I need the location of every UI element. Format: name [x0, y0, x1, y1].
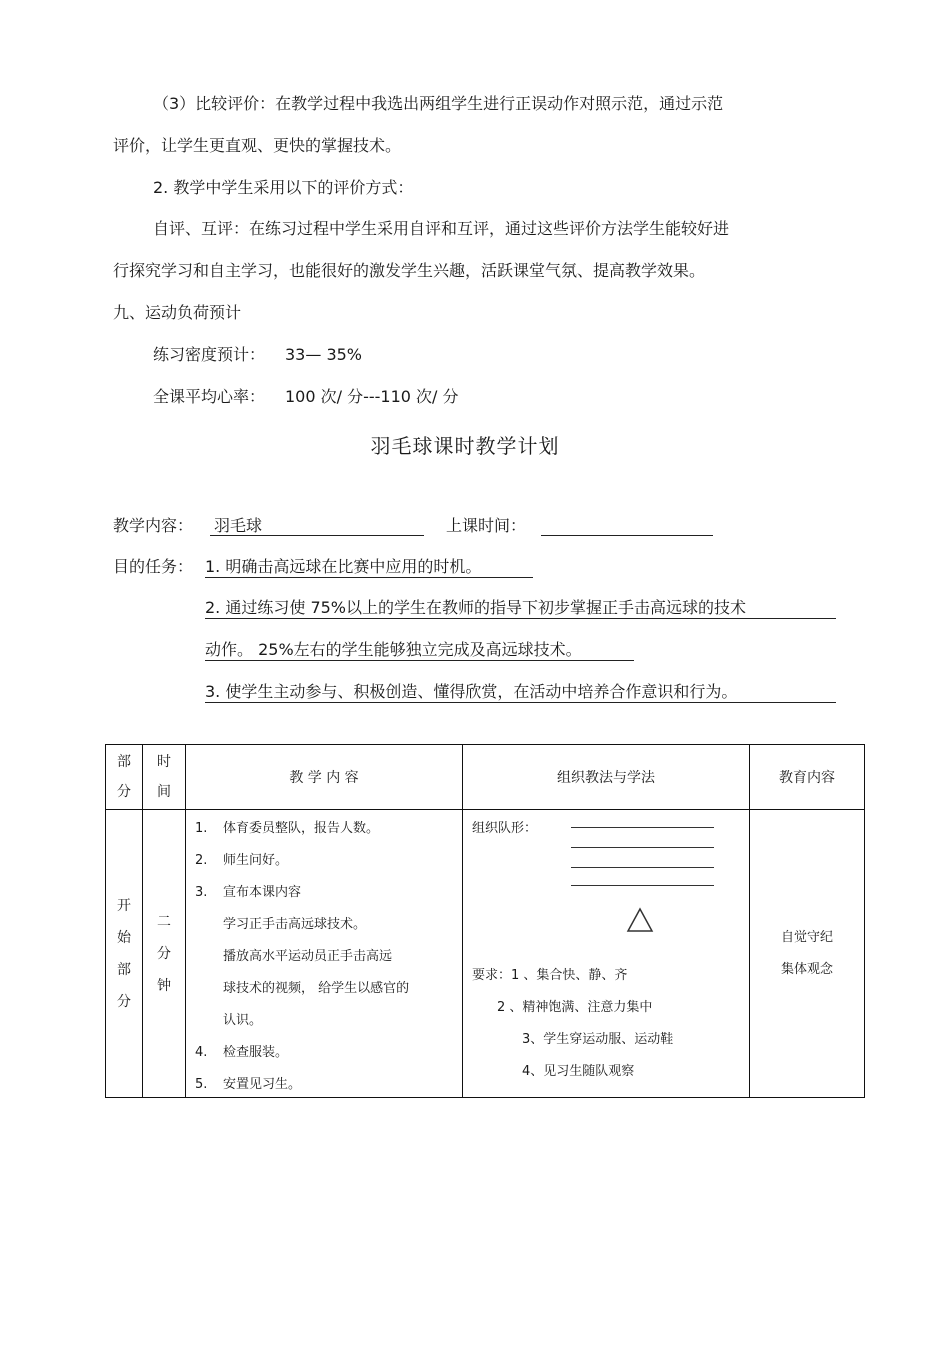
content-item-text: 认识。 [223, 1013, 263, 1028]
header-content: 教 学 内 容 [186, 745, 463, 810]
goal-2-line1: 2. 通过练习使 75%以上的学生在教师的指导下初步掌握正手击高远球的技术 [205, 598, 747, 617]
goal-3: 3. 使学生主动参与、积极创造、懂得欣赏，在活动中培养合作意识和行为。 [205, 682, 738, 701]
content-value: 羽毛球 [214, 516, 263, 535]
time-label: 上课时间： [446, 516, 527, 535]
content-label: 教学内容： [113, 516, 194, 535]
header-part-char: 分 [117, 784, 131, 800]
table-row [106, 810, 865, 1098]
content-item-text: 学习正手击高远球技术。 [223, 917, 367, 932]
row-method [463, 810, 750, 1098]
table-header-row [106, 745, 865, 810]
paragraph-comparison-eval-line2: 评价，让学生更直观、更快的掌握技术。 [113, 136, 402, 155]
content-item-num: 5. [195, 1077, 208, 1092]
requirement-item: 要求：1 、集合快、静、齐 [472, 968, 628, 983]
row-part-char: 始 [117, 929, 131, 946]
header-education: 教育内容 [750, 745, 865, 810]
row-content [186, 810, 463, 1098]
time-underline [541, 535, 713, 536]
header-part-char: 部 [117, 754, 131, 770]
content-underline [210, 535, 424, 536]
row-part-char: 分 [117, 993, 131, 1010]
paragraph-self-eval-line1: 自评、互评：在练习过程中学生采用自评和互评，通过这些评价方法学生能较好进 [153, 219, 730, 238]
content-item-text: 检查服装。 [223, 1045, 289, 1060]
row-time [143, 810, 186, 1098]
requirement-item: 2 、精神饱满、注意力集中 [497, 1000, 653, 1015]
content-item-text: 师生问好。 [223, 853, 289, 868]
content-list [186, 810, 462, 1097]
formation-line [571, 867, 714, 868]
education-item: 自觉守纪 [780, 929, 833, 945]
paragraph-comparison-eval-line1: （3）比较评价：在教学过程中我选出两组学生进行正误动作对照示范，通过示范 [153, 94, 724, 113]
section-heading-load: 九、运动负荷预计 [113, 303, 242, 322]
goal-2-line2: 动作。 25%左右的学生能够独立完成及高远球技术。 [205, 640, 582, 659]
education-item: 集体观念 [780, 961, 833, 977]
content-item-num: 2. [195, 853, 208, 868]
teacher-triangle-icon [626, 907, 654, 933]
goal-2-line2-underline [205, 660, 634, 661]
content-item-text: 球技术的视频， 给学生以感官的 [223, 981, 410, 996]
goal-2-line1-underline [205, 618, 836, 619]
content-item-text: 播放高水平运动员正手击高远 [223, 949, 393, 964]
row-part [106, 810, 143, 1098]
density-value: 33— 35% [285, 345, 363, 364]
lesson-table [105, 744, 865, 1098]
header-time-char: 间 [157, 784, 171, 800]
requirement-item: 4、见习生随队观察 [522, 1064, 635, 1079]
formation-label: 组织队形： [472, 821, 538, 836]
goal-1: 1. 明确击高远球在比赛中应用的时机。 [205, 557, 482, 576]
goal-3-underline [205, 702, 836, 703]
content-item-text: 宣布本课内容 [223, 885, 302, 900]
density-label: 练习密度预计： [153, 345, 266, 364]
content-item-text: 安置见习生。 [223, 1077, 302, 1092]
content-item-num: 4. [195, 1045, 208, 1060]
plan-title: 羽毛球课时教学计划 [370, 434, 560, 458]
content-item-text: 体育委员整队，报告人数。 [223, 821, 380, 836]
formation-line [571, 847, 714, 848]
row-education [750, 810, 865, 1098]
paragraph-self-eval-line2: 行探究学习和自主学习，也能很好的激发学生兴趣，活跃课堂气氛、提高教学效果。 [113, 261, 706, 280]
row-time-char: 钟 [157, 977, 171, 994]
header-time-char: 时 [157, 754, 171, 770]
requirement-item: 3、学生穿运动服、运动鞋 [522, 1032, 674, 1047]
header-time [143, 745, 186, 810]
row-time-char: 分 [157, 945, 171, 962]
content-item-num: 1. [195, 821, 208, 836]
goal-1-underline [205, 577, 533, 578]
paragraph-student-eval-heading: 2. 教学中学生采用以下的评价方式： [153, 178, 414, 197]
heart-rate-value: 100 次/ 分---110 次/ 分 [285, 387, 459, 406]
formation-line [571, 827, 714, 828]
formation-line [571, 885, 714, 886]
heart-rate-label: 全课平均心率： [153, 387, 266, 406]
row-part-char: 开 [117, 897, 131, 914]
content-item-num: 3. [195, 885, 208, 900]
row-time-char: 二 [157, 913, 171, 930]
header-method: 组织教法与学法 [463, 745, 750, 810]
header-part [106, 745, 143, 810]
goals-label: 目的任务： [113, 557, 194, 576]
method-cell [463, 810, 749, 1097]
row-part-char: 部 [117, 961, 131, 978]
